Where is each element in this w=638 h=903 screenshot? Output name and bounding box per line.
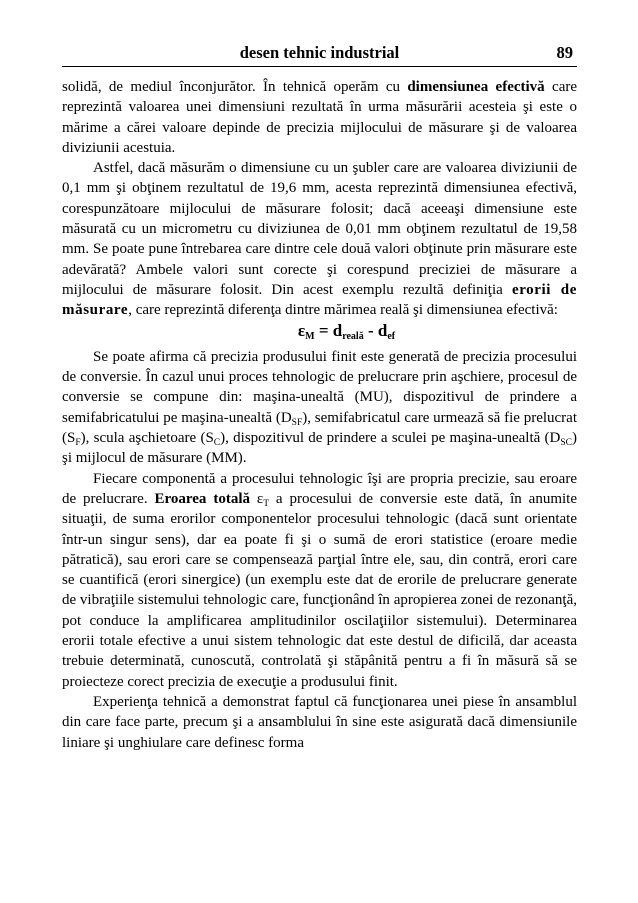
paragraph-4-text: Fiecare componentă a procesului tehnologic îşi are propria precizie, sau eroare de prelucrare. bbox=[62, 470, 577, 507]
page bbox=[62, 40, 577, 753]
paragraph-3-text-2: ), semifabricatul care urmează să fie prelucrat (S bbox=[62, 409, 577, 447]
formula-epsilon-subscript: M bbox=[305, 330, 315, 342]
paragraph-1-text: solidă, de mediul înconjurător. În tehnică operăm cu bbox=[62, 79, 408, 95]
subscript-sf: SF bbox=[291, 417, 303, 428]
measurement-error-formula bbox=[62, 321, 577, 347]
formula-effective-subscript: ef bbox=[387, 330, 396, 342]
subscript-f: F bbox=[75, 438, 81, 449]
paragraph-5 bbox=[62, 692, 577, 753]
paragraph-2 bbox=[62, 158, 577, 320]
paragraph-2-text-cont: , care reprezintă diferenţa dintre mărimea reală şi dimensiunea efectivă: bbox=[128, 302, 558, 319]
subscript-t: T bbox=[263, 498, 270, 509]
running-header bbox=[62, 40, 577, 67]
header-title: desen tehnic industrial bbox=[239, 43, 400, 62]
paragraph-4 bbox=[62, 469, 577, 692]
paragraph-3 bbox=[62, 347, 577, 469]
paragraph-3-text: Se poate afirma că precizia produsului finit este generată de precizia procesului de conversie. În cazul unui proces tehnologic de prelucrare prin aşchiere, procesul de conversie se compune din: maşina-unealtă (MU), dispozitivul de prindere a semifabricatului pe maşina-unealtă (D bbox=[62, 348, 577, 426]
page-number: 89 bbox=[556, 43, 573, 62]
paragraph-4-text-cont: a procesului de conversie este dată, în anumite situaţii, de suma erorilor componentelor procesului tehnologic (dacă sunt orientate într-un singur sens), dar ea poate fi şi o sumă de erori statistice (eroare medie pătratică), sau erori care se compensează parţial între ele, sau, din contră, erori care se cuantifică (erori sinergice) (un exemplu este dat de erorile de prelucrare generate de vibraţiile sistemului tehnologic care, funcţionând în apropierea zonei de rezonanţă, pot conduce la amplificarea amplitudinilor oscilaţiilor sistemului). Determinarea erorii totale efective a unui sistem tehnologic dat este destul de dificilă, dar aceasta trebuie determinată, cunoscută, controlată şi stăpânită pentru a fi în măsură să se proiecteze corect precizia de execuţie a produsului finit. bbox=[62, 490, 578, 690]
paragraph-1-text-cont: care reprezintă valoarea unei dimensiuni rezultată în urma măsurării acesteia şi este o mărime a cărei valoare depinde de precizia mijlocului de măsurare şi de valoarea diviziunii acestuia. bbox=[62, 79, 578, 156]
paragraph-3-text-3: ), scula aşchietoare (S bbox=[80, 430, 214, 447]
formula-equals: = d bbox=[314, 320, 343, 340]
formula-real-subscript: reală bbox=[342, 330, 364, 342]
paragraph-1 bbox=[62, 77, 577, 158]
subscript-c: C bbox=[213, 438, 221, 449]
paragraph-3-text-4: ), dispozitivul de prindere a sculei pe maşina-unealtă (D bbox=[220, 430, 561, 447]
term-effective-dimension: dimensiunea efectivă bbox=[407, 79, 545, 95]
formula-minus: - d bbox=[363, 320, 388, 340]
formula-epsilon: ε bbox=[297, 320, 306, 340]
paragraph-4-epsilon: ε bbox=[250, 490, 264, 507]
paragraph-2-text: Astfel, dacă măsurăm o dimensiune cu un şubler care are valoarea diviziunii de 0,1 mm şi obţinem rezultatul de 19,6 mm, acesta reprezintă dimensiunea efectivă, corespunzătoare mijlocului de măsurare folosit; dacă aceeaşi dimensiune este măsurată cu un micrometru cu diviziunea de 0,01 mm obţinem rezultatul de 19,58 mm. Se poate pune întrebarea care dintre cele două valori obţinute prin măsurare este adevărată? Ambele valori sunt corecte şi corespund preciziei de măsurare a mijlocului de măsurare folosit. Din acest exemplu rezultă definiţia bbox=[62, 160, 577, 298]
subscript-sc: SC bbox=[560, 438, 572, 449]
term-total-error: Eroarea totală bbox=[154, 490, 250, 507]
paragraph-3-text-5: ) şi mijlocul de măsurare (MM). bbox=[62, 430, 577, 467]
body-text bbox=[62, 77, 577, 753]
paragraph-5-text: Experienţa tehnică a demonstrat faptul că funcţionarea unei piese în ansamblul din care face parte, precum şi a ansamblului în sine este asigurată dacă dimensiunile liniare şi unghiulare care definesc forma bbox=[62, 693, 577, 751]
term-measurement-error: erorii de măsurare bbox=[62, 281, 578, 319]
